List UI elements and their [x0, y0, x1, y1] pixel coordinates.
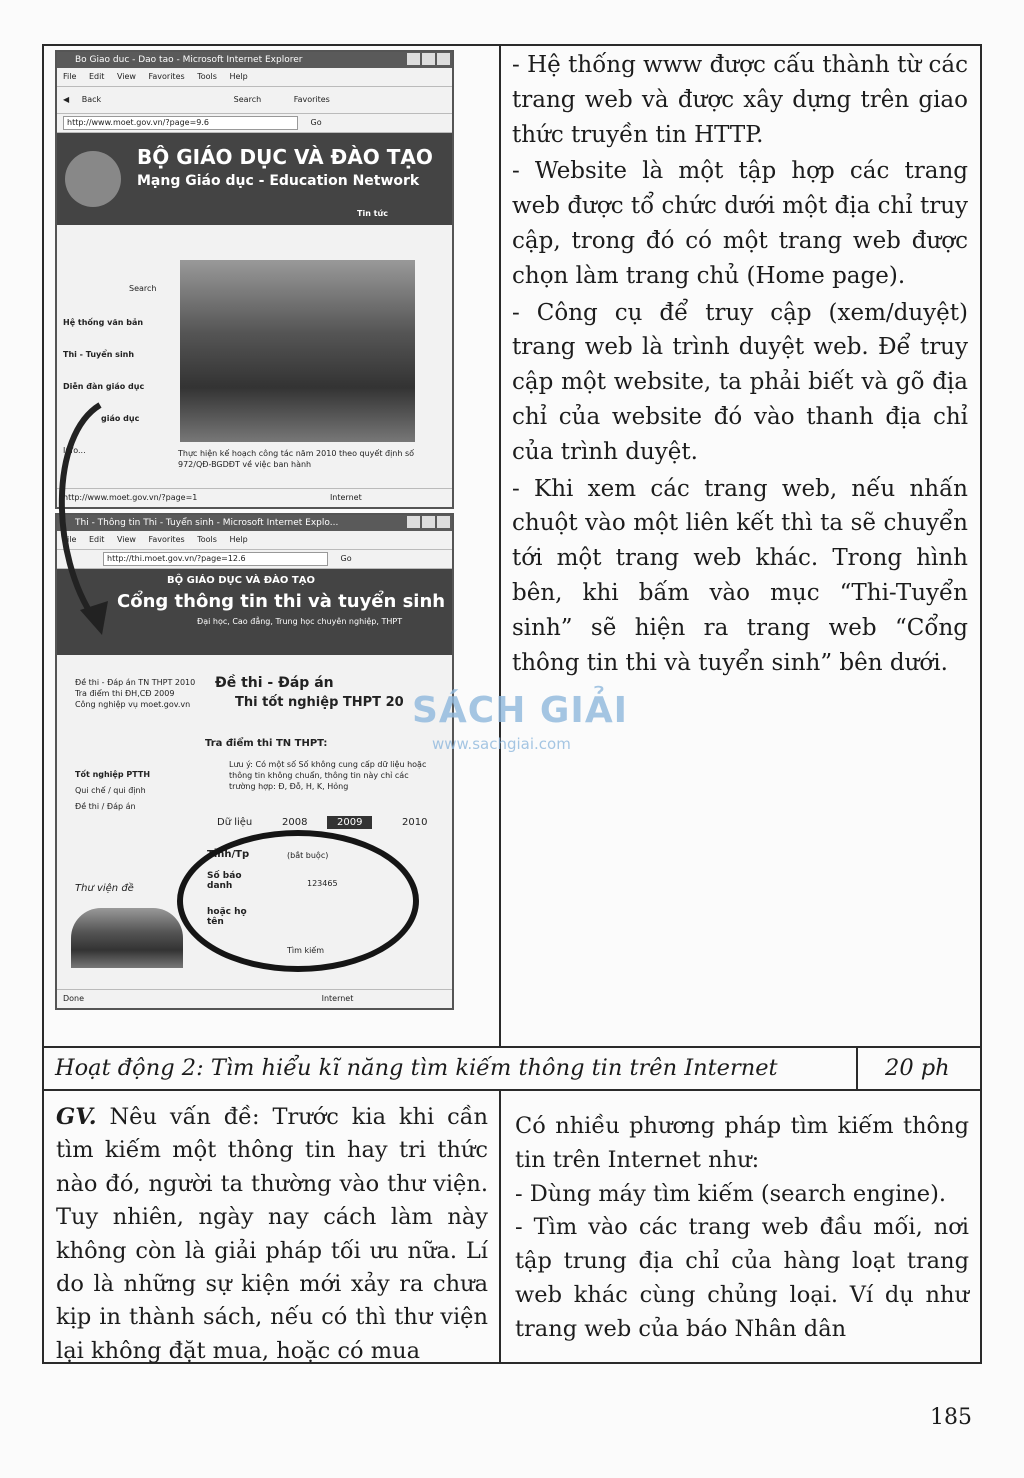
maximize-button[interactable] [422, 53, 435, 65]
status-bar [57, 989, 452, 1008]
paragraph: - Tìm vào các trang web đầu mối, nơi tập trung địa chỉ của hàng loạt trang web khác cùng chủng loại. Ví dụ như trang web của báo Nhân dân [515, 1214, 969, 1342]
window-title-bar [57, 52, 452, 68]
row1-divider [499, 44, 501, 1047]
search-button[interactable]: Search [233, 95, 262, 104]
highlight-circle [177, 830, 419, 972]
activity-bottom-border [42, 1089, 982, 1091]
banner-small: Đại học, Cao đẳng, Trung học chuyên nghiệp, THPT [197, 617, 403, 626]
back-icon[interactable]: ◀ [63, 95, 70, 104]
students-photo [71, 908, 183, 968]
status-url: http://www.moet.gov.vn/?page=1 [63, 493, 198, 502]
emblem-icon [65, 151, 121, 207]
sidebar-item-van-ban[interactable]: Hệ thống văn bản [63, 318, 144, 327]
status-done: Done [63, 994, 85, 1003]
go-button[interactable]: Go [340, 554, 352, 563]
table-right-border [980, 44, 982, 1364]
teacher-text [56, 1101, 488, 1368]
go-button[interactable]: Go [310, 118, 322, 127]
paragraph: - Dùng máy tìm kiếm (search engine). [515, 1180, 947, 1207]
row1-text [512, 48, 968, 680]
sidebar-de-thi[interactable]: Đề thi / Đáp án [75, 802, 136, 811]
minimize-button[interactable] [407, 516, 420, 528]
sidebar-qui-che[interactable]: Qui chế / qui định [75, 786, 146, 795]
form-sbd-label: Số báo danh [207, 871, 242, 891]
back-button[interactable]: Back [81, 95, 102, 104]
menu-help[interactable]: Help [229, 72, 248, 81]
nav-news[interactable]: Tin tức [357, 209, 388, 218]
minimize-button[interactable] [407, 53, 420, 65]
window-title: Bo Giao duc - Dao tao - Microsoft Internet Explorer [75, 55, 303, 65]
menu-help[interactable]: Help [229, 535, 248, 544]
menu-file[interactable]: File [63, 72, 77, 81]
favorites-button[interactable]: Favorites [293, 95, 330, 104]
menu-file[interactable]: File [63, 535, 77, 544]
year-tab-2010[interactable]: 2010 [402, 817, 428, 828]
activity-duration-divider [856, 1046, 858, 1090]
paragraph: - Khi xem các trang web, nếu nhấn chuột vào một liên kết thì ta sẽ chuyển tới một trang web khác. Trong hình bên, khi bấm vào mục “Thi-Tuyển sinh” sẽ hiện ra trang web “Cổng thông tin thi và tuyển sinh” bên dưới. [512, 475, 968, 676]
banner-subtitle: Cổng thông tin thi và tuyển sinh [117, 591, 446, 612]
address-input[interactable]: http://www.moet.gov.vn/?page=9.6 [63, 116, 298, 130]
sidebar-item-dien-dan[interactable]: Diễn đàn giáo dục [63, 382, 145, 391]
page-number: 185 [930, 1405, 972, 1430]
link-de-thi[interactable]: Đề thi - Đáp án TN THPT 2010 [75, 678, 196, 687]
banner-subtitle: Mạng Giáo dục - Education Network [137, 173, 420, 189]
menu-bar [57, 68, 452, 87]
note-text: Lưu ý: Có một số Số không cung cấp dữ liệu hoặc thông tin không chuẩn, thông tin này chỉ các trường hợp: Đ, Đỗ, H, K, Hỏng [229, 760, 427, 791]
sidebar-item-thi-tuyen-sinh[interactable]: Thi - Tuyển sinh [63, 350, 135, 359]
close-button[interactable] [437, 516, 450, 528]
menu-favorites[interactable]: Favorites [148, 72, 185, 81]
watermark-brand: SÁCH GIẢI [412, 690, 629, 731]
window-title: Thi - Thông tin Thi - Tuyển sinh - Microsoft Internet Explo... [75, 518, 339, 528]
watermark-url: www.sachgiai.com [432, 735, 571, 753]
paragraph: - Hệ thống www được cấu thành từ các trang web và được xây dựng trên giao thức truyền tin HTTP. [512, 52, 968, 148]
table-top-border [42, 44, 982, 46]
year-tab-2008[interactable]: 2008 [282, 817, 308, 828]
sidebar-item-giao-duc[interactable]: giáo dục [101, 414, 140, 423]
menu-edit[interactable]: Edit [88, 72, 105, 81]
year-tab-2009[interactable]: 2009 [327, 816, 372, 829]
link-arrow [40, 395, 130, 645]
activity-duration: 20 ph [885, 1055, 950, 1081]
news-caption[interactable]: Thực hiện kế hoạch công tác năm 2010 theo quyết định số 972/QĐ-BGDĐT về việc ban hành [178, 449, 415, 469]
close-button[interactable] [437, 53, 450, 65]
table-left-border [42, 44, 44, 1364]
teacher-paragraph: Nêu vấn đề: Trước kia khi cần tìm kiếm một thông tin hay tri thức nào đó, người ta thường vào thư viện. Tuy nhiên, ngày nay cách làm này không còn là giải pháp tối ưu nữa. Lí do là những sự kiện mới xảy ra chưa kịp in thành sách, nếu có thì thư viện lại không đặt mua, hoặc có mua [56, 1104, 489, 1364]
row3-right-text [515, 1110, 969, 1347]
banner-title: BỘ GIÁO DỤC VÀ ĐÀO TẠO [137, 145, 433, 169]
search-label[interactable]: Search [129, 284, 157, 293]
sidebar-item-info[interactable]: Info... [63, 446, 86, 455]
headline-de-thi[interactable]: Đề thi - Đáp án [215, 675, 334, 691]
banner-title: BỘ GIÁO DỤC VÀ ĐÀO TẠO [167, 575, 315, 586]
activity-top-border [42, 1046, 982, 1048]
paragraph: Có nhiều phương pháp tìm kiếm thông tin trên Internet như: [515, 1113, 969, 1173]
form-tinh-label: Tỉnh/Tp [207, 849, 250, 860]
address-bar [57, 114, 452, 133]
status-zone: Internet [321, 994, 354, 1003]
headline-tot-nghiep[interactable]: Thi tốt nghiệp THPT 20 [235, 695, 404, 710]
activity-title: Hoạt động 2: Tìm hiểu kĩ năng tìm kiếm thông tin trên Internet [55, 1055, 778, 1081]
paragraph: - Website là một tập hợp các trang web được tổ chức dưới một địa chỉ truy cập, trong đó có một trang web được chọn làm trang chủ (Home page). [512, 158, 969, 289]
sidebar-tot-nghiep[interactable]: Tốt nghiệp PTTH [75, 770, 151, 779]
form-sbd-input[interactable]: 123465 [307, 879, 338, 888]
watermark [412, 690, 628, 753]
menu-view[interactable]: View [116, 72, 136, 81]
status-zone: Internet [329, 493, 362, 502]
site-banner [57, 133, 452, 225]
paragraph: - Công cụ để truy cập (xem/duyệt) trang web là trình duyệt web. Để truy cập một website, ta phải biết và gõ địa chỉ của website đó vào thanh địa chỉ của trình duyệt. [512, 299, 968, 465]
tra-diem-heading: Tra điểm thi TN THPT: [205, 738, 328, 749]
row3-divider [499, 1089, 501, 1364]
menu-tools[interactable]: Tools [197, 72, 217, 81]
form-hoten-label: hoặc họ tên [207, 907, 247, 927]
news-photo [180, 260, 415, 442]
menu-edit[interactable]: Edit [88, 535, 105, 544]
menu-tools[interactable]: Tools [197, 535, 217, 544]
toolbar [57, 87, 452, 114]
form-tinh-select[interactable]: (bắt buộc) [287, 851, 329, 860]
maximize-button[interactable] [422, 516, 435, 528]
year-tab-label: Dữ liệu [217, 817, 253, 828]
link-cong-nghiep-vu[interactable]: Công nghiệp vụ moet.gov.vn [75, 700, 191, 709]
link-tra-diem[interactable]: Tra điểm thi ĐH,CĐ 2009 [75, 689, 175, 698]
menu-favorites[interactable]: Favorites [148, 535, 185, 544]
address-input[interactable]: http://thi.moet.gov.vn/?page=12.6 [103, 552, 328, 566]
form-search-button[interactable]: Tìm kiếm [287, 946, 325, 955]
thu-vien-label: Thư viện đề [75, 883, 134, 894]
teacher-label: GV. [56, 1104, 97, 1130]
menu-view[interactable]: View [116, 535, 136, 544]
